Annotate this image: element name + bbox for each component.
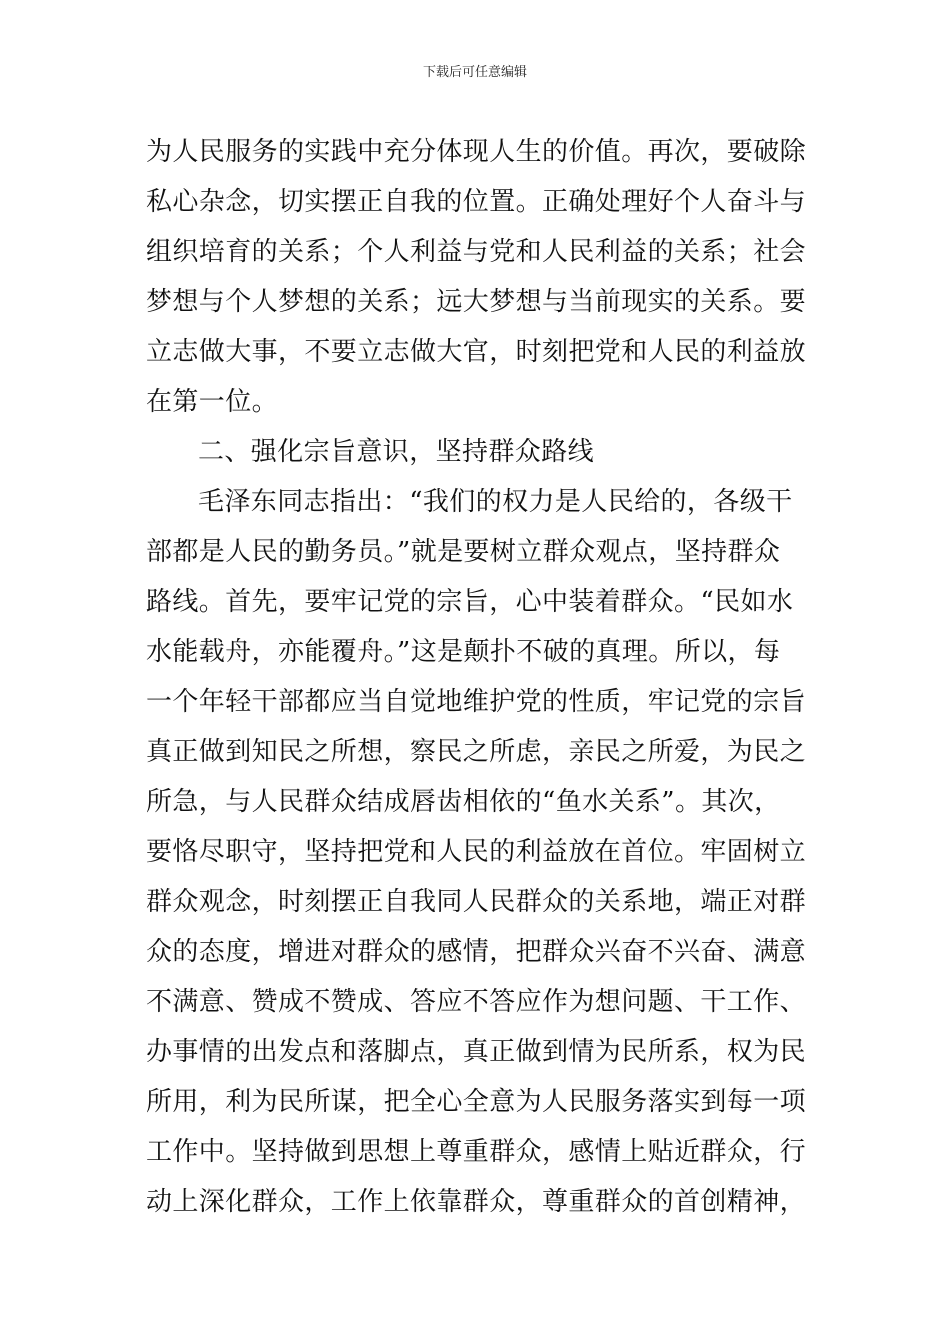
text-line: 要恪尽职守，坚持把党和人民的利益放在首位。牢固树立: [146, 837, 807, 867]
text-line: 一个年轻干部都应当自觉地维护党的性质，牢记党的宗旨: [146, 687, 807, 717]
section-heading: 二、强化宗旨意识，坚持群众路线: [198, 437, 595, 467]
text-line: 为人民服务的实践中充分体现人生的价值。再次，要破除: [146, 137, 807, 167]
paragraph-start: 毛泽东同志指出：“我们的权力是人民给的，各级干: [198, 487, 793, 517]
text-line: 部都是人民的勤务员。”就是要树立群众观点，坚持群众: [146, 537, 781, 567]
text-line: 私心杂念，切实摆正自我的位置。正确处理好个人奋斗与: [146, 187, 807, 217]
page-header: 下载后可任意编辑: [422, 65, 527, 80]
text-line: 路线。首先，要牢记党的宗旨，心中装着群众。“民如水: [146, 587, 794, 617]
text-line: 工作中。坚持做到思想上尊重群众，感情上贴近群众，行: [146, 1137, 807, 1167]
text-line: 组织培育的关系；个人利益与党和人民利益的关系；社会: [146, 237, 807, 267]
text-line: 不满意、赞成不赞成、答应不答应作为想问题、干工作、: [146, 987, 807, 1017]
text-line: 群众观念，时刻摆正自我同人民群众的关系地，端正对群: [146, 887, 807, 917]
text-line: 所急，与人民群众结成唇齿相依的“鱼水关系”。其次，: [146, 787, 781, 817]
text-line: 办事情的出发点和落脚点，真正做到情为民所系，权为民: [146, 1037, 807, 1067]
text-line: 梦想与个人梦想的关系；远大梦想与当前现实的关系。要: [146, 287, 807, 317]
text-line: 水能载舟，亦能覆舟。”这是颠扑不破的真理。所以，每: [146, 637, 781, 667]
text-line: 众的态度，增进对群众的感情，把群众兴奋不兴奋、满意: [146, 937, 807, 967]
text-line: 所用，利为民所谋，把全心全意为人民服务落实到每一项: [146, 1087, 807, 1117]
text-line: 立志做大事，不要立志做大官，时刻把党和人民的利益放: [146, 337, 807, 367]
body-text: [146, 127, 806, 1227]
text-line: 在第一位。: [146, 387, 279, 417]
text-line: 动上深化群众，工作上依靠群众，尊重群众的首创精神，: [146, 1187, 807, 1217]
text-line: 真正做到知民之所想，察民之所虑，亲民之所爱，为民之: [146, 737, 807, 767]
